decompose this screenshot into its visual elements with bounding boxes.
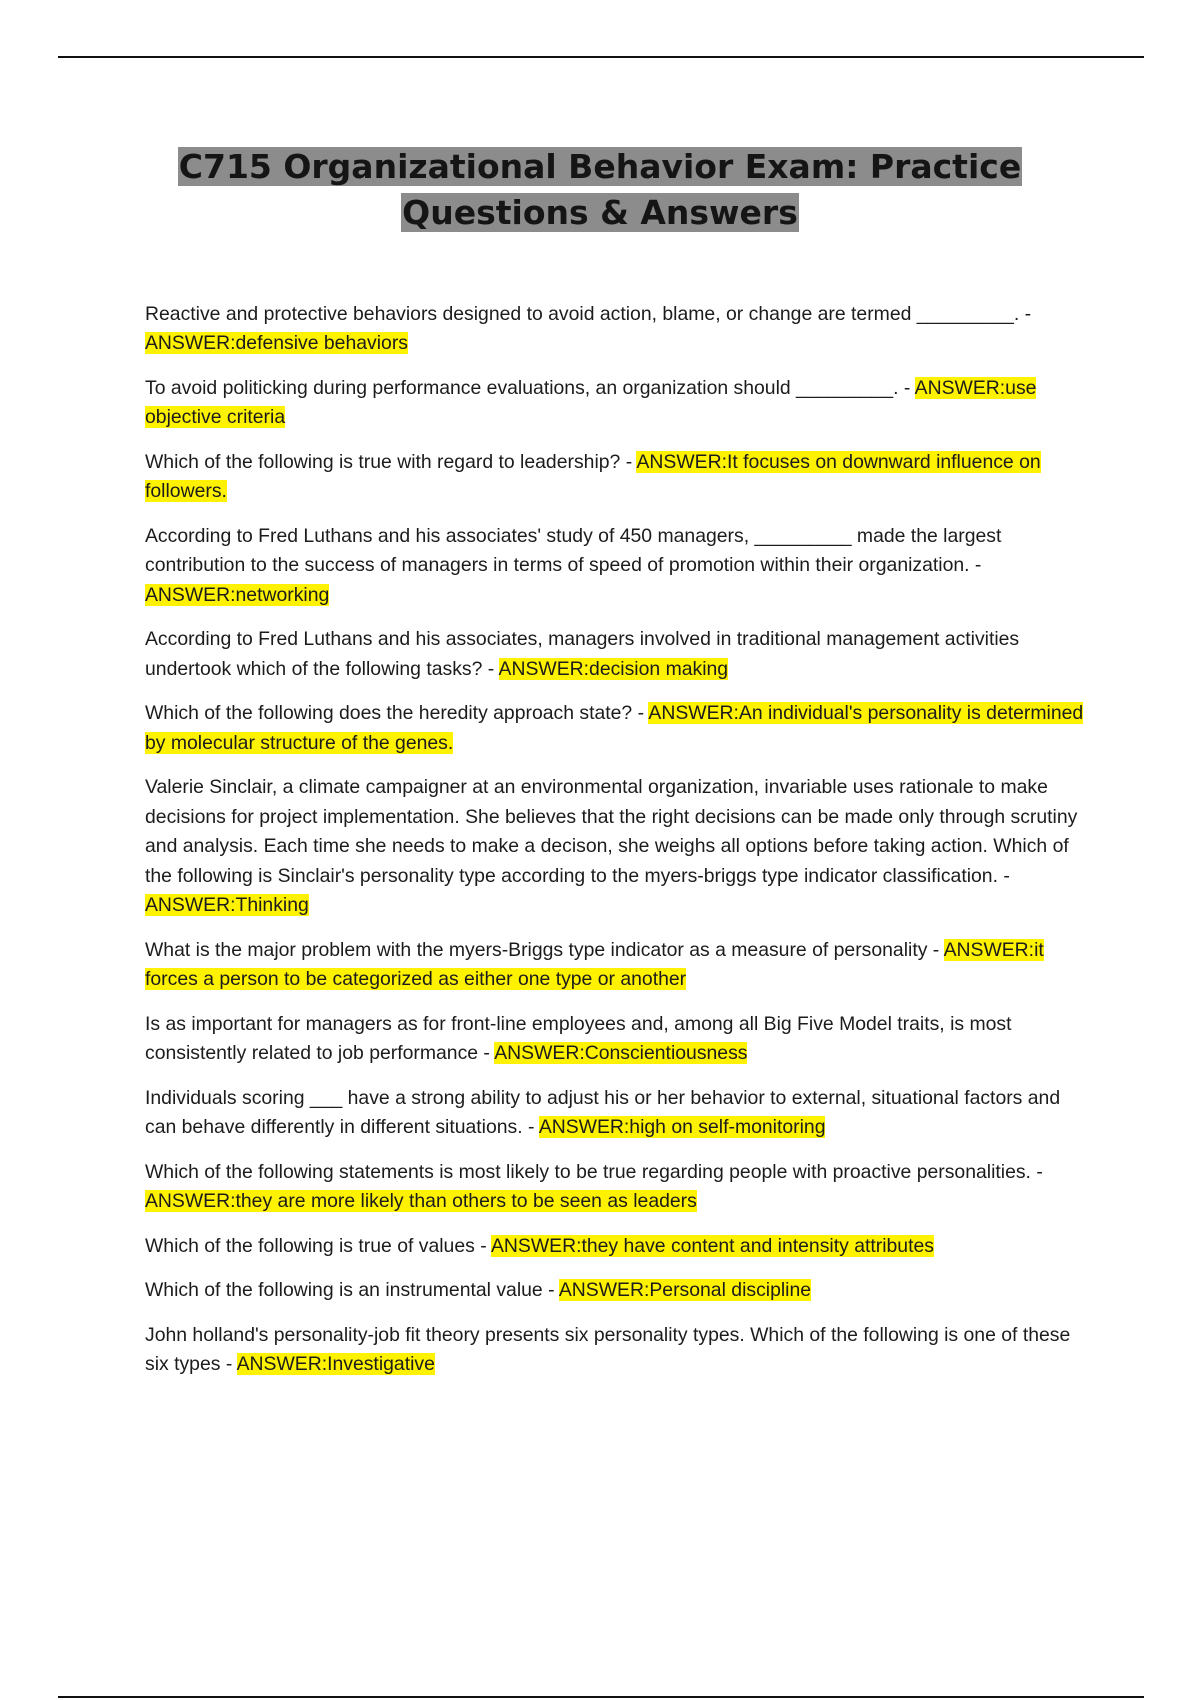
question-text: According to Fred Luthans and his associates, managers involved in traditional management activities undertook which of the following tasks? - — [145, 628, 1020, 680]
qa-item — [145, 448, 1095, 507]
qa-item — [145, 1084, 1095, 1143]
answer-text: ANSWER:they are more likely than others to be seen as leaders — [145, 1190, 697, 1213]
answer-text: ANSWER:high on self-monitoring — [538, 1116, 826, 1139]
qa-item — [145, 625, 1095, 684]
question-text: Is as important for managers as for front-line employees and, among all Big Five Model traits, is most consistently related to job performance - — [145, 1012, 1012, 1065]
question-text: Reactive and protective behaviors designed to avoid action, blame, or change are termed _________. - — [145, 303, 1032, 325]
answer-text: ANSWER:It focuses on downward influence on followers. — [145, 451, 1041, 503]
answer-text: ANSWER:Investigative — [236, 1353, 435, 1376]
qa-item — [145, 1010, 1095, 1069]
qa-item — [145, 300, 1095, 359]
question-text: Which of the following is true with regard to leadership? - — [145, 451, 637, 473]
question-text: Which of the following is an instrumental value - — [145, 1279, 559, 1302]
question-text: To avoid politicking during performance evaluations, an organization should _________. - — [145, 377, 915, 399]
qa-item — [145, 374, 1095, 433]
qa-list — [145, 300, 1095, 1395]
question-text: Valerie Sinclair, a climate campaigner at an environmental organization, invariable uses rationale to make decisions for project implementation. She believes that the right decisions can be made only through scrutiny and analysis. Each time she needs to make a decison, she weighs all options before taking action. Which of the following is Sinclair's personality type according to the myers-briggs type indicator classification. - — [145, 776, 1078, 887]
question-text: Which of the following statements is most likely to be true regarding people with proactive personalities. - — [145, 1160, 1043, 1183]
question-text: Which of the following does the heredity approach state? - — [145, 702, 649, 725]
question-text: According to Fred Luthans and his associates' study of 450 managers, _________ made the largest contribution to the success of managers in terms of speed of promotion within their organization. - — [145, 525, 1002, 577]
answer-text: ANSWER:Personal discipline — [558, 1279, 812, 1302]
question-text: What is the major problem with the myers-Briggs type indicator as a measure of personality - — [145, 938, 944, 961]
answer-text: ANSWER:Conscientiousness — [494, 1042, 748, 1065]
answer-text: ANSWER:it forces a person to be categorized as either one type or another — [145, 938, 1044, 991]
qa-item — [145, 1232, 1095, 1261]
answer-text: ANSWER:decision making — [498, 657, 729, 680]
answer-text: ANSWER:use objective criteria — [145, 377, 1037, 429]
answer-text: ANSWER:they have content and intensity attributes — [490, 1234, 934, 1257]
qa-item — [145, 1158, 1095, 1217]
bottom-rule — [58, 1696, 1144, 1698]
qa-item — [145, 773, 1095, 920]
answer-text: ANSWER:Thinking — [145, 894, 309, 917]
question-text: Which of the following is true of values - — [145, 1234, 491, 1257]
top-rule — [58, 56, 1144, 58]
question-text: John holland's personality-job fit theory presents six personality types. Which of the following is one of these six types - — [145, 1323, 1071, 1376]
qa-item — [145, 1321, 1095, 1380]
title-block — [120, 144, 1080, 236]
answer-text: ANSWER:networking — [145, 583, 330, 606]
document-title: C715 Organizational Behavior Exam: Practice Questions & Answers — [178, 147, 1022, 232]
answer-text: ANSWER:An individual's personality is determined by molecular structure of the genes. — [145, 702, 1084, 754]
qa-item — [145, 522, 1095, 610]
qa-item — [145, 1276, 1095, 1305]
qa-item — [145, 699, 1095, 758]
question-text: Individuals scoring ___ have a strong ability to adjust his or her behavior to external, situational factors and can behave differently in different situations. - — [145, 1086, 1061, 1139]
qa-item — [145, 936, 1095, 995]
answer-text: ANSWER:defensive behaviors — [145, 332, 408, 355]
